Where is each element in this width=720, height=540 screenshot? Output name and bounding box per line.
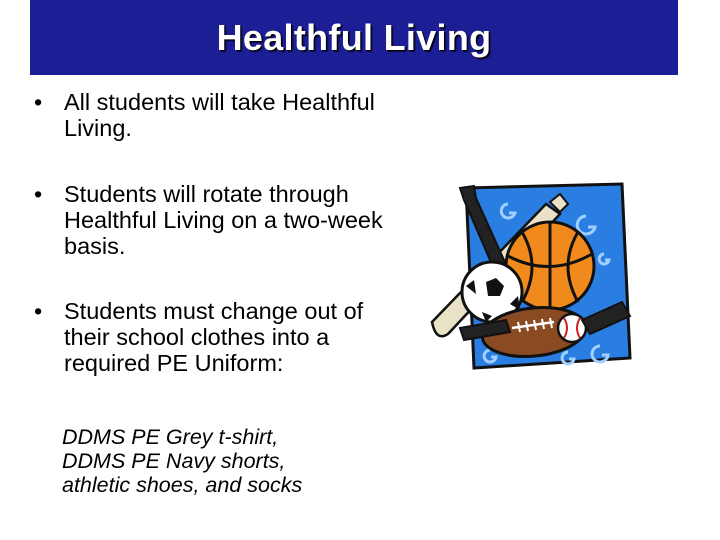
bullet-item [34, 89, 394, 141]
bullet-item [34, 181, 394, 259]
slide-title: Healthful Living [216, 16, 492, 58]
bullet-glyph: • [34, 298, 43, 324]
bullet-text: Students will rotate through Healthful Living on a two-week basis. [64, 181, 383, 259]
uniform-item: athletic shoes, and socks [62, 473, 303, 497]
bullet-glyph: • [34, 89, 43, 115]
uniform-list [62, 425, 382, 497]
bullet-text: All students will take Healthful Living. [64, 89, 375, 141]
uniform-item: DDMS PE Grey t-shirt, [62, 425, 279, 449]
bullet-glyph: • [34, 181, 43, 207]
bullet-item [34, 298, 394, 376]
bullet-text: Students must change out of their school clothes into a required PE Uniform: [64, 298, 364, 376]
uniform-item: DDMS PE Navy shorts, [62, 449, 286, 473]
sports-equipment-clipart [426, 182, 642, 372]
